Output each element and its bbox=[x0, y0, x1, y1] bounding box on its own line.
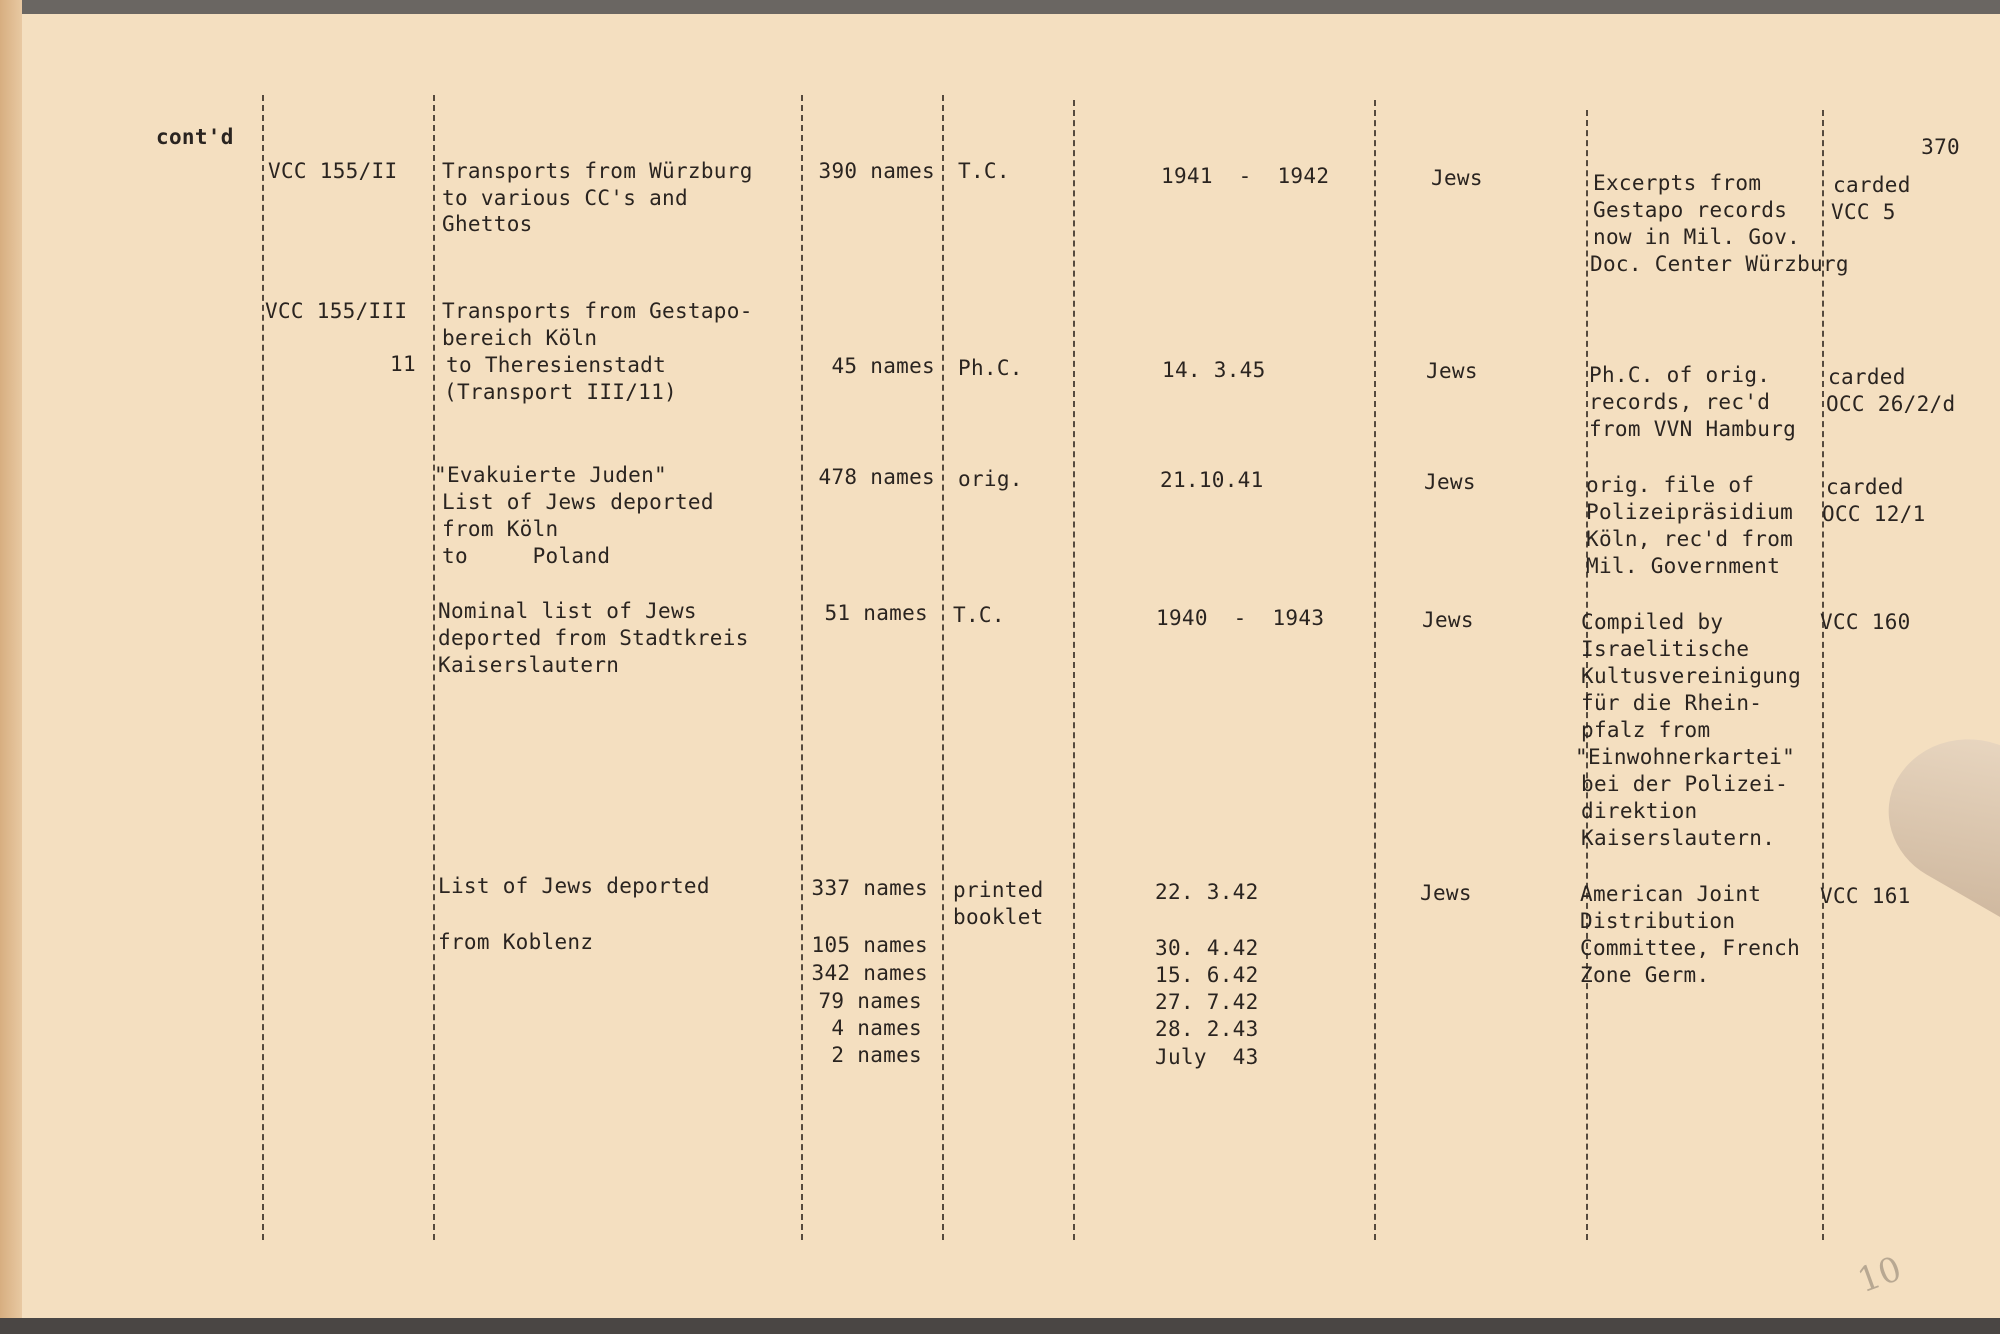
row2-reference-sub: 11 bbox=[390, 352, 416, 376]
row2-source-1: Ph.C. of orig. bbox=[1589, 363, 1771, 387]
row3-status-2: OCC 12/1 bbox=[1822, 502, 1926, 526]
binding-edge bbox=[0, 0, 22, 1334]
row2-status-1: carded bbox=[1828, 365, 1906, 389]
row4-source-1: Compiled by bbox=[1581, 610, 1724, 634]
row2-type: Ph.C. bbox=[958, 356, 1023, 380]
row3-type: orig. bbox=[958, 467, 1023, 491]
column-rule-2 bbox=[433, 95, 435, 1240]
row1-dates: 1941 - 1942 bbox=[1161, 164, 1330, 188]
row5-type-2: booklet bbox=[953, 905, 1044, 929]
column-rule-1 bbox=[262, 95, 264, 1240]
row5-dates-1: 22. 3.42 bbox=[1155, 880, 1259, 904]
column-rule-4 bbox=[942, 95, 944, 1240]
row5-count-6: 4 names bbox=[831, 1016, 922, 1040]
row4-source-3: Kultusvereinigung bbox=[1581, 664, 1802, 688]
row5-description-3: from Koblenz bbox=[438, 930, 594, 954]
row3-description-2: List of Jews deported bbox=[442, 490, 714, 514]
row1-group: Jews bbox=[1431, 166, 1483, 190]
row1-status-2: VCC 5 bbox=[1831, 200, 1896, 224]
row1-description-3: Ghettos bbox=[442, 212, 533, 236]
row4-source-7: bei der Polizei- bbox=[1581, 772, 1789, 796]
row5-count-7: 2 names bbox=[831, 1043, 922, 1067]
row1-reference: VCC 155/II bbox=[268, 159, 398, 183]
row5-type-1: printed bbox=[953, 878, 1044, 902]
row2-description-2: bereich Köln bbox=[442, 326, 598, 350]
row4-description-2: deported from Stadtkreis bbox=[438, 626, 749, 650]
row1-source-3: now in Mil. Gov. bbox=[1593, 225, 1801, 249]
row2-source-3: from VVN Hamburg bbox=[1589, 417, 1797, 441]
row3-description-3: from Köln bbox=[442, 517, 559, 541]
row1-source-2: Gestapo records bbox=[1593, 198, 1788, 222]
row4-group: Jews bbox=[1422, 608, 1474, 632]
row1-source-4: Doc. Center Würzburg bbox=[1590, 252, 1849, 276]
row5-source-3: Committee, French bbox=[1580, 936, 1801, 960]
column-rule-5 bbox=[1073, 100, 1075, 1240]
row5-dates-5: 27. 7.42 bbox=[1155, 990, 1259, 1014]
row5-description-1: List of Jews deported bbox=[438, 874, 710, 898]
row4-dates: 1940 - 1943 bbox=[1156, 606, 1325, 630]
row4-source-6: "Einwohnerkartei" bbox=[1575, 745, 1796, 769]
column-rule-8 bbox=[1822, 110, 1824, 1240]
row3-count: 478 names bbox=[818, 465, 935, 489]
row5-source-1: American Joint bbox=[1580, 882, 1762, 906]
row5-dates-4: 15. 6.42 bbox=[1155, 963, 1259, 987]
scan-bottom-edge bbox=[0, 1318, 2000, 1334]
row5-group: Jews bbox=[1420, 881, 1472, 905]
row3-dates: 21.10.41 bbox=[1160, 468, 1264, 492]
row4-source-4: für die Rhein- bbox=[1581, 691, 1763, 715]
row4-status-1: VCC 160 bbox=[1820, 610, 1911, 634]
row4-description-3: Kaiserslautern bbox=[438, 653, 620, 677]
row3-group: Jews bbox=[1424, 470, 1476, 494]
row2-status-2: OCC 26/2/d bbox=[1826, 392, 1956, 416]
row2-reference: VCC 155/III bbox=[265, 299, 408, 323]
row2-count: 45 names bbox=[831, 354, 935, 378]
row5-count-3: 105 names bbox=[811, 933, 928, 957]
row2-source-2: records, rec'd bbox=[1589, 390, 1771, 414]
row3-source-4: Mil. Government bbox=[1586, 554, 1781, 578]
row5-dates-7: July 43 bbox=[1155, 1045, 1259, 1069]
row4-source-5: pfalz from bbox=[1581, 718, 1711, 742]
row1-type: T.C. bbox=[958, 159, 1010, 183]
row2-group: Jews bbox=[1426, 359, 1478, 383]
column-rule-6 bbox=[1374, 100, 1376, 1240]
row1-description-1: Transports from Würzburg bbox=[442, 159, 753, 183]
row3-source-1: orig. file of bbox=[1586, 473, 1755, 497]
row4-source-8: direktion bbox=[1581, 799, 1698, 823]
row1-status-1: carded bbox=[1833, 173, 1911, 197]
row5-count-4: 342 names bbox=[811, 961, 928, 985]
row5-source-4: Zone Germ. bbox=[1580, 963, 1710, 987]
row2-description-1: Transports from Gestapo- bbox=[442, 299, 753, 323]
row4-source-2: Israelitische bbox=[1581, 637, 1750, 661]
row4-type: T.C. bbox=[953, 603, 1005, 627]
row4-source-9: Kaiserslautern. bbox=[1581, 826, 1776, 850]
contd-label: cont'd bbox=[156, 125, 234, 149]
row5-dates-3: 30. 4.42 bbox=[1155, 936, 1259, 960]
row1-source-1: Excerpts from bbox=[1593, 171, 1762, 195]
row5-count-1: 337 names bbox=[811, 876, 928, 900]
row5-source-2: Distribution bbox=[1580, 909, 1736, 933]
row1-description-2: to various CC's and bbox=[442, 186, 688, 210]
row3-status-1: carded bbox=[1826, 475, 1904, 499]
row3-source-2: Polizeipräsidium bbox=[1586, 500, 1794, 524]
row3-description-1: "Evakuierte Juden" bbox=[434, 463, 667, 487]
row5-count-5: 79 names bbox=[818, 989, 922, 1013]
row4-count: 51 names bbox=[824, 601, 928, 625]
row1-count: 390 names bbox=[818, 159, 935, 183]
row5-status-1: VCC 161 bbox=[1820, 884, 1911, 908]
row3-source-3: Köln, rec'd from bbox=[1586, 527, 1794, 551]
scan-top-edge bbox=[0, 0, 2000, 14]
handwritten-mark: 10 bbox=[1852, 1248, 1907, 1302]
row4-description-1: Nominal list of Jews bbox=[438, 599, 697, 623]
row2-description-3: to Theresienstadt bbox=[446, 353, 667, 377]
page-number: 370 bbox=[1921, 135, 1960, 159]
row2-description-4: (Transport III/11) bbox=[444, 380, 677, 404]
row5-dates-6: 28. 2.43 bbox=[1155, 1017, 1259, 1041]
row2-dates: 14. 3.45 bbox=[1162, 358, 1266, 382]
row3-description-4: to Poland bbox=[442, 544, 611, 568]
